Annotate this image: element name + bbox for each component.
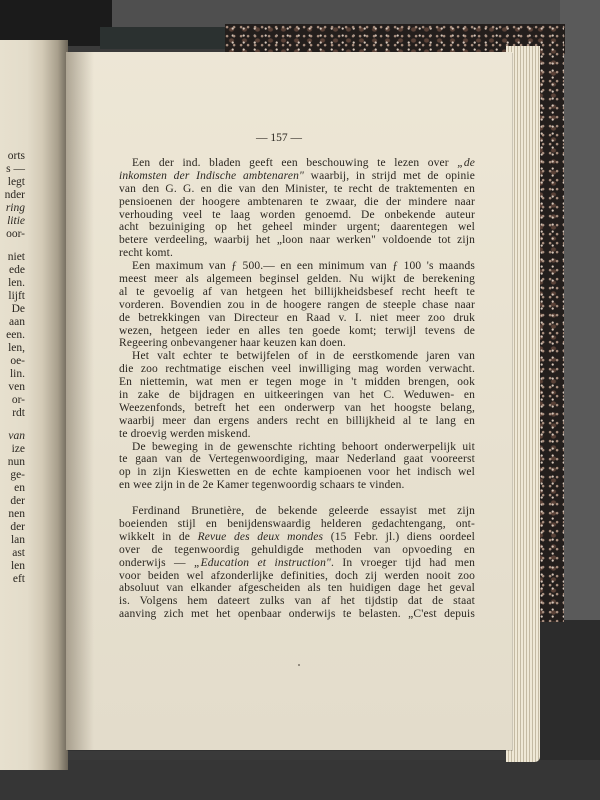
text-segment: . In vroeger tijd had men — [330, 556, 475, 569]
paragraph — [119, 441, 475, 493]
fragment-group — [0, 251, 25, 420]
page-number: — 157 — — [256, 132, 302, 144]
text-fragment: len. — [8, 277, 25, 289]
text-line: Een maximum van ƒ 500.— en een minimum van ƒ 100 's maands — [132, 260, 475, 273]
text-fragment: lin. — [9, 368, 25, 380]
text-fragment: oor- — [6, 228, 25, 240]
text-line: op in zijn Kieswetten en de echte kampioenen voor het indisch wel — [119, 466, 475, 479]
text-line: Ferdinand Brunetière, de bekende geleerde essayist met zijn — [132, 505, 475, 518]
text-fragment: orts — [7, 150, 25, 162]
text-fragment: oe- — [10, 355, 25, 367]
text-fragment: ge- — [10, 469, 25, 481]
text-fragment: lan — [10, 534, 25, 546]
text-line: recht komt. — [119, 247, 174, 260]
text-line: Weezenfonds, betreft het een onderwerp van het hoogste belang, — [119, 401, 475, 414]
text-line: voor beiden wel afzonderlijke definities, doch zij werden nooit zoo — [119, 569, 475, 582]
text-line: de betrekkingen van Directeur en Raad v. I. niet meer zoo druk — [119, 311, 475, 324]
text-fragment: ven — [8, 381, 25, 393]
text-fragment: rdt — [12, 407, 25, 419]
italic-text-segment: Revue des deux mondes — [197, 530, 324, 543]
text-fragment: van — [8, 430, 25, 442]
left-page-text-fragments — [0, 150, 25, 586]
text-line: waarbij meer dan ergens anders recht en billijkheid al te lang en — [119, 414, 475, 427]
text-line: en wee zijn in de 2e Kamer tegenwoordig schaars te vinden. — [119, 479, 405, 492]
text-line: aanving zich met het openbaar onderwijs te belasten. „C'est depuis — [119, 608, 475, 621]
paragraph — [119, 157, 475, 260]
text-line: Regeering onbevangener haar keuzen kan doen. — [119, 337, 346, 350]
text-line: die zoo rechtmatige eischen veel inwilliging mag worden verwacht. — [119, 363, 475, 376]
text-segment: onderwijs — — [119, 556, 195, 569]
text-line — [119, 531, 475, 544]
italic-text-segment: inkomsten der Indische ambtenaren" — [119, 169, 304, 182]
text-line: betere verdeeling, waarbij het „loon naar werken" voldoende tot zijn — [119, 234, 475, 247]
text-fragment: eft — [12, 573, 25, 585]
text-fragment: litie — [7, 215, 25, 227]
text-line — [119, 157, 475, 170]
text-line: pensioenen der hoogere ambtenaren te zwaar, die der mindere naar — [119, 195, 475, 208]
left-page — [0, 40, 68, 770]
text-line: al te gevoelig af van hetgeen het billijkheidsbesef recht heeft te — [119, 285, 475, 298]
paragraph — [119, 505, 475, 621]
book-cover-edge — [100, 27, 235, 49]
right-page — [66, 52, 512, 750]
text-line: over de tegenwoordig gehuldigde methoden van opvoeding en — [119, 543, 475, 556]
text-fragment: en — [14, 482, 25, 494]
text-line: te gaan van de Vertegenwoordiging, maar Nederland gaat vooreerst — [119, 453, 475, 466]
text-line — [119, 170, 475, 183]
text-section — [119, 505, 475, 621]
backdrop-bottom — [0, 760, 600, 800]
text-fragment: legt — [7, 176, 25, 188]
text-fragment: lijft — [8, 290, 25, 302]
text-fragment: De — [11, 303, 25, 315]
text-line: verhouding veel te laag worden genoemd. De onbekende auteur — [119, 208, 475, 221]
text-fragment: der — [10, 495, 25, 507]
text-fragment: ast — [12, 547, 25, 559]
paragraph — [119, 350, 475, 440]
text-segment: Een der ind. bladen geeft een beschouwing te lezen over — [132, 157, 458, 169]
text-fragment: s — — [6, 163, 25, 175]
text-fragment: nen — [8, 508, 25, 520]
italic-text-segment: „de — [457, 157, 475, 169]
text-line: Het valt echter te betwijfelen of in de eerstkomende jaren van — [132, 350, 475, 363]
text-line: vorderen. Bovendien zou in de hoogere rangen de steeple chase naar — [119, 298, 475, 311]
body-text — [119, 157, 475, 621]
text-fragment: nun — [7, 456, 25, 468]
text-line: boeienden stijl en benijdenswaardig helderen gedachtengang, ont- — [119, 517, 475, 530]
backdrop-right — [560, 0, 600, 640]
text-fragment: der — [10, 521, 25, 533]
text-section — [119, 157, 475, 492]
text-fragment: nder — [4, 189, 25, 201]
text-segment: wikkelt in de — [119, 530, 198, 543]
text-line: in zake de bijdragen en uitkeeringen van het C. Weduwen- en — [119, 389, 475, 402]
text-line: te droevig werden miskend. — [119, 427, 251, 440]
text-line: is. Volgens hem dateert zulks van af het tijdstip dat de staat — [119, 595, 475, 608]
text-fragment: ede — [9, 264, 25, 276]
text-line: van den G. G. en die van den Minister, te recht de traktementen en — [119, 182, 475, 195]
text-segment: waarbij, in strijd met de opinie — [303, 169, 475, 182]
text-segment: (15 Febr. jl.) diens oordeel — [323, 530, 475, 543]
text-fragment: len — [10, 560, 25, 572]
text-line: De beweging in de gewenschte richting behoort onderwerpelijk uit — [132, 440, 475, 453]
text-line: absoluut van elkander afgescheiden als ten huidigen dage het geval — [119, 582, 475, 595]
text-fragment: or- — [11, 394, 25, 406]
text-line: wezen, hetgeen ieder en alles ten goede komt; terwijl tevens de — [119, 324, 475, 337]
text-fragment: niet — [7, 251, 25, 263]
text-line — [119, 557, 475, 570]
fragment-group — [0, 430, 25, 586]
ink-speck — [298, 664, 300, 666]
text-fragment: een. — [6, 329, 25, 341]
text-line: En niettemin, wat men er tegen moge in 't midden brengen, ook — [119, 376, 475, 389]
text-fragment: aan — [9, 316, 25, 328]
text-line: meest meer als algemeen beginsel gelden. Nu wijkt de berekening — [119, 273, 475, 286]
italic-text-segment: „Education et instruction" — [194, 556, 331, 569]
text-fragment: ring — [5, 202, 25, 214]
paragraph — [119, 260, 475, 350]
fragment-group — [0, 150, 25, 241]
text-fragment: ize — [11, 443, 25, 455]
text-line: acht bezuiniging op het geheel minder urgent; daarentegen wel — [119, 221, 475, 234]
text-fragment: len, — [8, 342, 25, 354]
